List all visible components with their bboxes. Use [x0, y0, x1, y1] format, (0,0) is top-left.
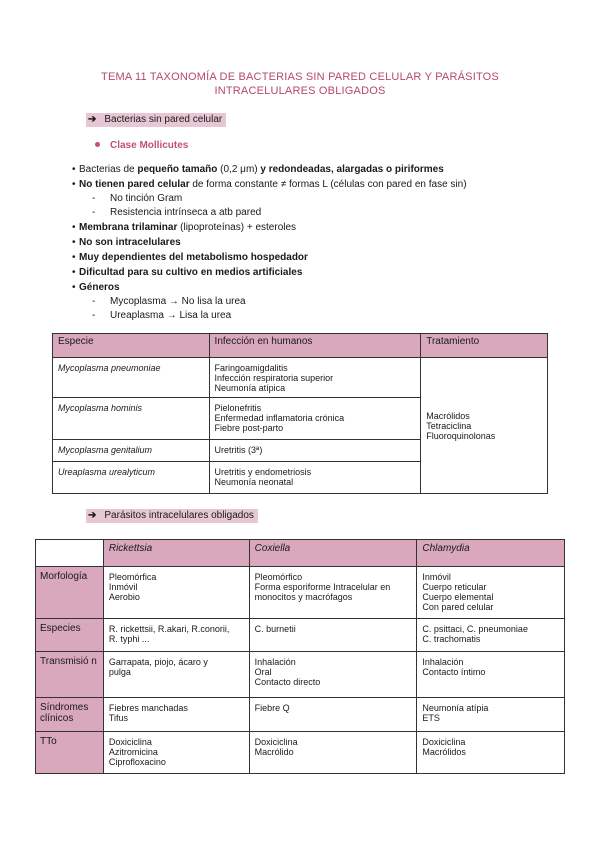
- cell-line: Forma esporiforme Intracelular en: [254, 582, 391, 592]
- sub-item: - Resistencia intrínseca a atb pared: [92, 207, 262, 218]
- cell-line: Pleomórfico: [254, 572, 303, 582]
- cell-line: Pleomórfica: [108, 572, 157, 582]
- cell-especie: Mycoplasma pneumoniae: [53, 358, 210, 398]
- cell-line: Fluoroquinolonas: [426, 431, 496, 441]
- page-title: [60, 70, 540, 98]
- cell-line: Tetraciclina: [426, 421, 472, 431]
- row-header: Morfología: [36, 567, 104, 619]
- row-header: Especies: [36, 619, 104, 652]
- cell-line: R. rickettsii, R.akari, R.conorii,: [108, 624, 230, 634]
- cell-line: Enfermedad inflamatoria crónica: [214, 413, 345, 423]
- table-cell: [417, 619, 565, 652]
- sub-item-text: Ureaplasma → Lisa la urea: [110, 310, 232, 321]
- cell-tratamiento: [421, 358, 548, 494]
- cell-line: pulga: [108, 667, 131, 677]
- cell-line: Contacto directo: [254, 677, 321, 687]
- row-header: Transmisió n: [36, 652, 104, 698]
- table-cell: [103, 698, 249, 732]
- text: (lipoproteínas) + esteroles: [177, 222, 297, 233]
- cell-infeccion: [209, 358, 421, 398]
- table-cell: [417, 652, 565, 698]
- cell-infeccion: [209, 398, 421, 440]
- cell-line: Infección respiratoria superior: [214, 373, 334, 383]
- section-heading-parasitos: [86, 509, 258, 523]
- cell-line: Inhalación: [254, 657, 296, 667]
- arrow-icon: ➔: [88, 510, 97, 521]
- table-cell: [103, 619, 249, 652]
- table-cell: [103, 567, 249, 619]
- bold-text: No son intracelulares: [79, 237, 181, 248]
- bullet-item: [72, 250, 542, 265]
- bold-text: y redondeadas, alargadas o piriformes: [260, 164, 444, 175]
- row-header: TTo: [36, 732, 104, 774]
- sub-item: - Mycoplasma → No lisa la urea: [92, 296, 246, 307]
- cell-infeccion: [209, 462, 421, 494]
- header-chlamydia: Chlamydia: [417, 540, 565, 567]
- bullet-item: [72, 162, 542, 177]
- cell-line: Uretritis (3ª): [214, 445, 263, 455]
- arrow-icon: ➔: [88, 114, 97, 125]
- cell-line: Fiebre Q: [254, 703, 290, 713]
- cell-line: Con pared celular: [422, 602, 494, 612]
- cell-line: Macrólido: [254, 747, 294, 757]
- bullet-item: [72, 177, 542, 192]
- sub-item: - No tinción Gram: [92, 193, 183, 204]
- cell-line: Cuerpo reticular: [422, 582, 487, 592]
- bold-text: No tienen pared celular: [79, 179, 190, 190]
- mollicutes-table: [52, 333, 548, 494]
- header-infeccion: Infección en humanos: [209, 334, 421, 358]
- bold-text: Membrana trilaminar: [79, 222, 178, 233]
- parasitos-table: [35, 539, 565, 774]
- cell-line: Uretritis y endometriosis: [214, 467, 312, 477]
- cell-line: Inhalación: [422, 657, 464, 667]
- table-header-row: [53, 334, 548, 358]
- bullet-dot-icon: [95, 142, 100, 147]
- text: de forma constante ≠ formas L (células con pared en fase sin): [189, 179, 467, 190]
- bullet-item: [72, 265, 542, 280]
- cell-line: Fiebre post-parto: [214, 423, 284, 433]
- section-heading-label: Parásitos intracelulares obligados: [104, 510, 254, 521]
- table-cell: [249, 652, 417, 698]
- table-cell: [249, 698, 417, 732]
- text: (0,2 μm): [217, 164, 261, 175]
- cell-line: Inmóvil: [108, 582, 138, 592]
- sub-item-text: Mycoplasma → No lisa la urea: [110, 296, 246, 307]
- cell-line: Neumonía atípica: [214, 383, 286, 393]
- title-line-1: TEMA 11 TAXONOMÍA DE BACTERIAS SIN PARED CELULAR Y PARÁSITOS: [101, 71, 499, 83]
- sub-item-text: Resistencia intrínseca a atb pared: [110, 207, 262, 218]
- section-heading-bacterias: [86, 113, 226, 127]
- table-cell: [249, 567, 417, 619]
- section-heading-label: Bacterias sin pared celular: [104, 114, 223, 125]
- cell-line: Neumonía atípia: [422, 703, 489, 713]
- subsection-label: Clase Mollicutes: [110, 140, 189, 151]
- table-cell: [249, 619, 417, 652]
- cell-line: Azitromicina: [108, 747, 158, 757]
- table-cell: [103, 732, 249, 774]
- header-tratamiento: Tratamiento: [421, 334, 548, 358]
- table-cell: [417, 732, 565, 774]
- bullet-list: [72, 162, 542, 323]
- cell-line: Macrólidos: [426, 411, 470, 421]
- cell-line: Pielonefritis: [214, 403, 262, 413]
- table-row: [36, 619, 565, 652]
- table-cell: [417, 698, 565, 732]
- text: Bacterias de: [79, 164, 138, 175]
- cell-infeccion: [209, 440, 421, 462]
- cell-line: monocitos y macrófagos: [254, 592, 353, 602]
- cell-line: R. typhi ...: [108, 634, 150, 644]
- cell-line: Faringoamigdalitis: [214, 363, 288, 373]
- cell-line: Doxiciclina: [108, 737, 152, 747]
- table-row: [36, 567, 565, 619]
- cell-line: Fiebres manchadas: [108, 703, 188, 713]
- cell-line: Contacto íntimo: [422, 667, 486, 677]
- table-cell: [417, 567, 565, 619]
- bullet-item: [72, 280, 542, 295]
- sub-item-text: No tinción Gram: [110, 193, 183, 204]
- cell-especie: Ureaplasma urealyticum: [53, 462, 210, 494]
- cell-line: Inmóvil: [422, 572, 451, 582]
- table-row: [36, 698, 565, 732]
- table-cell: [249, 732, 417, 774]
- cell-line: Neumonía neonatal: [214, 477, 294, 487]
- table-header-row: [36, 540, 565, 567]
- table-cell: [103, 652, 249, 698]
- header-especie: Especie: [53, 334, 210, 358]
- sub-item: - Ureaplasma → Lisa la urea: [92, 310, 232, 321]
- bullet-item: [72, 235, 542, 250]
- cell-line: Doxiciclina: [254, 737, 298, 747]
- bold-text: Géneros: [79, 282, 120, 293]
- cell-line: Aerobio: [108, 592, 140, 602]
- bold-text: Dificultad para su cultivo en medios artificiales: [79, 267, 303, 278]
- cell-especie: Mycoplasma genitalium: [53, 440, 210, 462]
- cell-line: Cuerpo elemental: [422, 592, 494, 602]
- cell-line: Ciprofloxacino: [108, 757, 166, 767]
- header-coxiella: Coxiella: [249, 540, 417, 567]
- cell-line: Garrapata, piojo, ácaro y: [108, 657, 208, 667]
- table-row: [53, 358, 548, 398]
- bold-text: Muy dependientes del metabolismo hospedador: [79, 252, 308, 263]
- table-row: [36, 652, 565, 698]
- cell-line: Oral: [254, 667, 272, 677]
- header-corner: [36, 540, 104, 567]
- cell-line: Doxiciclina: [422, 737, 466, 747]
- bullet-item: [72, 220, 542, 235]
- bold-text: pequeño tamaño: [137, 164, 218, 175]
- cell-especie: Mycoplasma hominis: [53, 398, 210, 440]
- cell-line: C. psittaci, C. pneumoniae: [422, 624, 528, 634]
- header-rickettsia: Rickettsia: [103, 540, 249, 567]
- row-header: Síndromes clínicos: [36, 698, 104, 732]
- cell-line: Macrólidos: [422, 747, 466, 757]
- title-line-2: INTRACELULARES OBLIGADOS: [214, 85, 386, 97]
- cell-line: C. burnetii: [254, 624, 296, 634]
- cell-line: ETS: [422, 713, 440, 723]
- table-row: [36, 732, 565, 774]
- cell-line: C. trachomatis: [422, 634, 481, 644]
- subsection-heading: [95, 140, 188, 151]
- cell-line: Tifus: [108, 713, 129, 723]
